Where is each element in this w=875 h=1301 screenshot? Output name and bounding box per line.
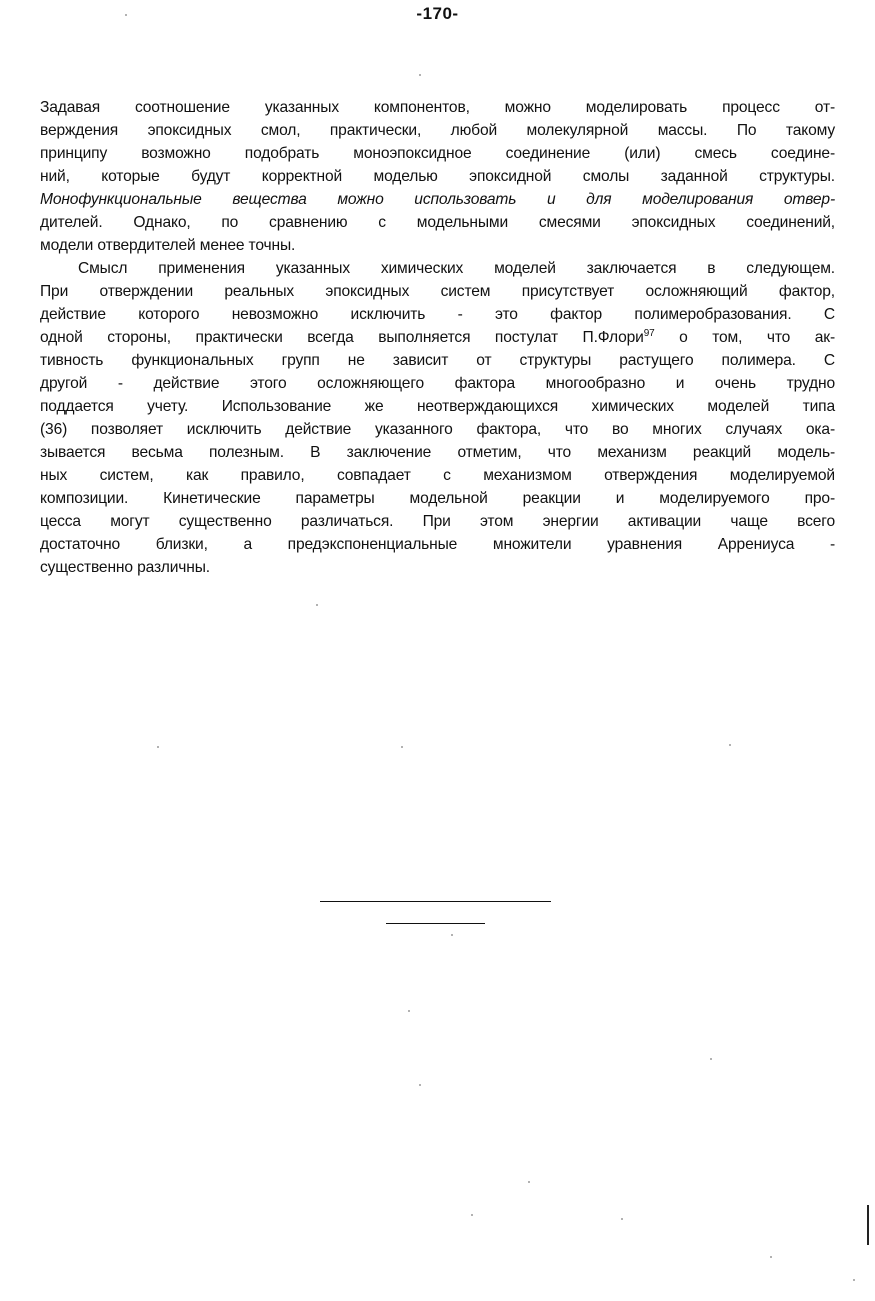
text-line-tail: о том, что ак-: [654, 329, 835, 346]
scan-speck: [316, 604, 318, 606]
text-line: цесса могут существенно различаться. При этом энергии активации чаще всего: [40, 513, 835, 530]
scan-speck: [528, 1181, 530, 1183]
text-line: При отверждении реальных эпоксидных систем присутствует осложняющий фактор,: [40, 283, 835, 300]
paragraph-2: [40, 257, 835, 579]
paragraph-1: [40, 96, 835, 257]
scan-speck: [125, 14, 127, 16]
scan-speck: [408, 1010, 410, 1012]
text-line: принципу возможно подобрать моноэпоксидное соединение (или) смесь соедине-: [40, 145, 835, 162]
text-line: композиции. Кинетические параметры модельной реакции и моделируемого про-: [40, 490, 835, 507]
text-line: Смысл применения указанных химических моделей заключается в следующем.: [78, 260, 835, 277]
text-line: зывается весьма полезным. В заключение отметим, что механизм реакций модель-: [40, 444, 835, 461]
separator-rule-short: [386, 923, 485, 924]
scan-speck: [729, 744, 731, 746]
scan-speck: [770, 1256, 772, 1258]
text-line: верждения эпоксидных смол, практически, любой молекулярной массы. По такому: [40, 122, 835, 139]
page-number: -170-: [416, 4, 459, 23]
text-line: Монофункциональные вещества можно использовать и для моделирования отвер-: [40, 191, 835, 208]
text-line: существенно различны.: [40, 559, 210, 576]
scan-speck: [471, 1214, 473, 1216]
text-line: поддается учету. Использование же неотверждающихся химических моделей типа: [40, 398, 835, 415]
text-line: тивность функциональных групп не зависит от структуры растущего полимера. С: [40, 352, 835, 369]
margin-mark: [867, 1205, 869, 1245]
text-line-head: одной стороны, практически всегда выполняется постулат П.Флори: [40, 329, 644, 346]
scan-speck: [621, 1218, 623, 1220]
scan-speck: [451, 934, 453, 936]
text-line: действие которого невозможно исключить - это фактор полимеробразования. С: [40, 306, 835, 323]
scan-speck: [419, 1084, 421, 1086]
separator-rule-long: [320, 901, 551, 902]
scan-speck: [157, 746, 159, 748]
scan-speck: [710, 1058, 712, 1060]
text-line: модели отвердителей менее точны.: [40, 237, 296, 254]
scan-speck: [853, 1279, 855, 1281]
text-line: ний, которые будут корректной моделью эпоксидной смолы заданной структуры.: [40, 168, 835, 185]
scan-speck: [419, 74, 421, 76]
text-line: достаточно близки, а предэкспоненциальные множители уравнения Аррениуса -: [40, 536, 835, 553]
scan-speck: [401, 746, 403, 748]
text-line: Задавая соотношение указанных компонентов, можно моделировать процесс от-: [40, 99, 835, 116]
text-line: дителей. Однако, по сравнению с модельными смесями эпоксидных соединений,: [40, 214, 835, 231]
text-line-with-footnote: [40, 326, 835, 349]
body-text: [40, 96, 835, 579]
text-line: (36) позволяет исключить действие указанного фактора, что во многих случаях ока-: [40, 421, 835, 438]
footnote-reference: 97: [643, 327, 655, 339]
text-line: другой - действие этого осложняющего фактора многообразно и очень трудно: [40, 375, 835, 392]
text-line: ных систем, как правило, совпадает с механизмом отверждения моделируемой: [40, 467, 835, 484]
